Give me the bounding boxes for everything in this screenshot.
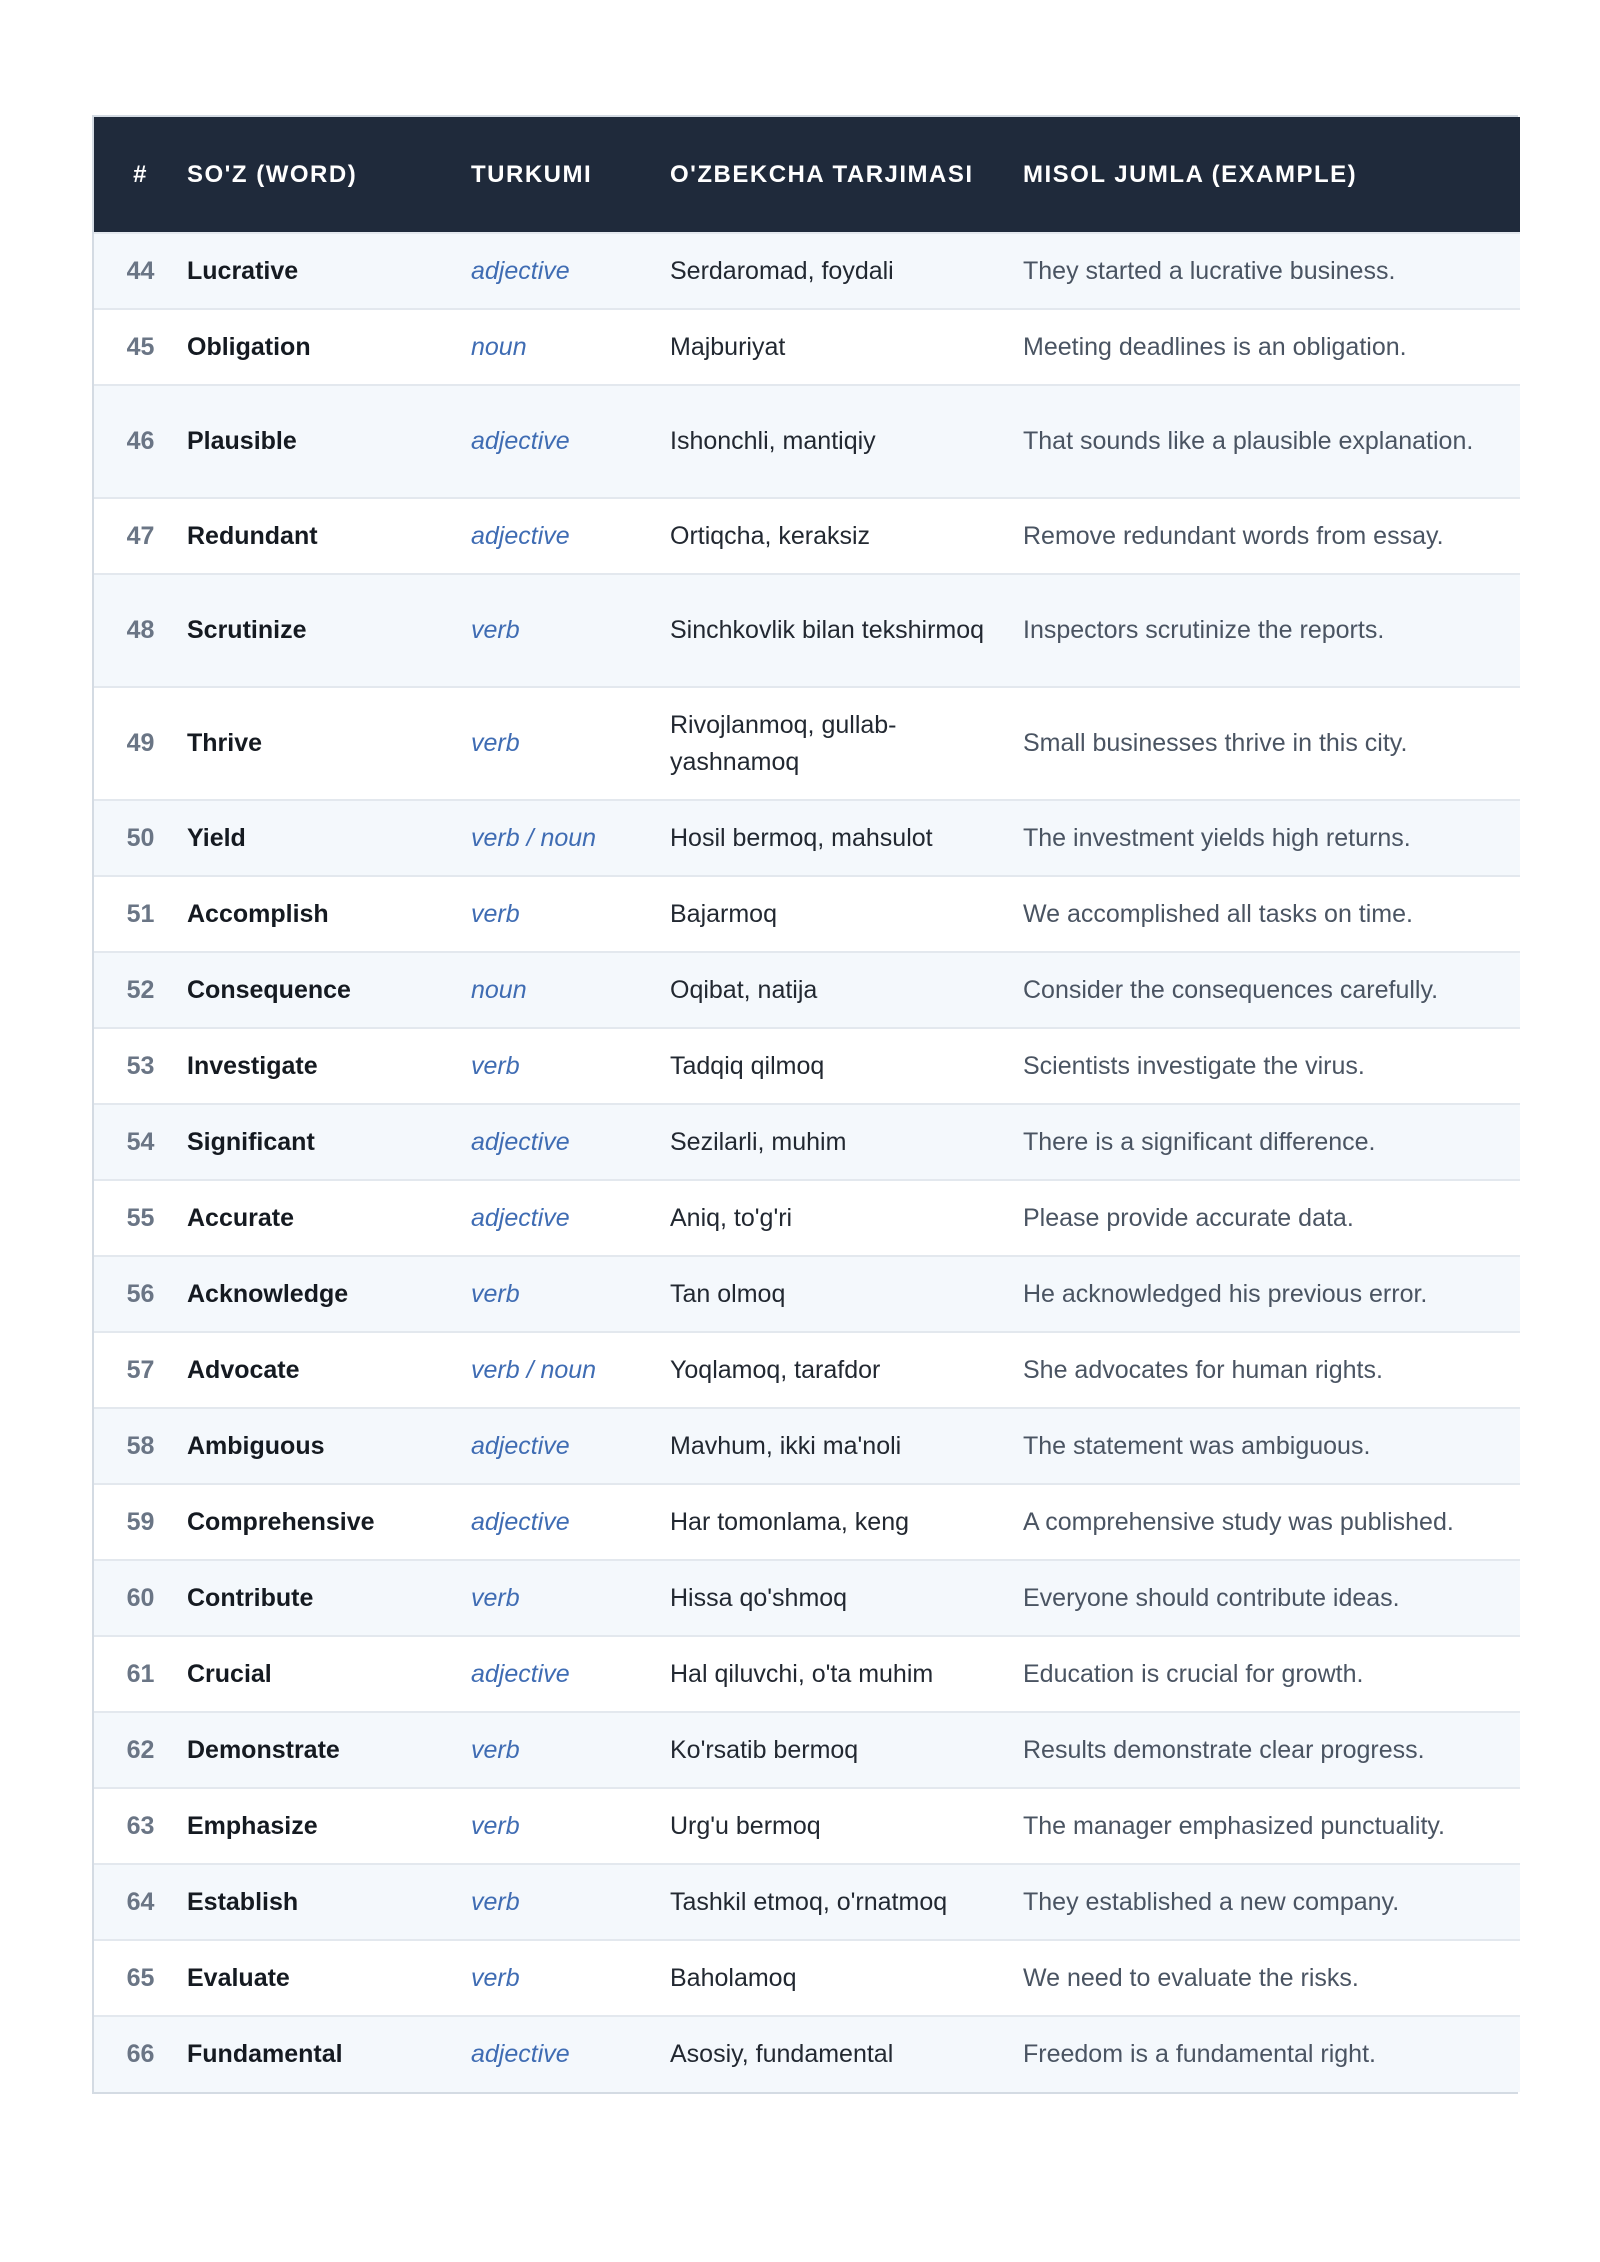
part-of-speech-cell: adjective (471, 1507, 570, 1536)
example-cell: Results demonstrate clear progress. (1023, 1735, 1425, 1764)
header-translation: O'ZBEKCHA TARJIMASI (670, 161, 974, 188)
example-cell: We need to evaluate the risks. (1023, 1963, 1359, 1992)
example-cell: Small businesses thrive in this city. (1023, 729, 1408, 757)
row-number: 65 (126, 1963, 155, 1992)
row-number: 45 (126, 332, 155, 361)
example-cell: We accomplished all tasks on time. (1023, 899, 1413, 928)
word-cell: Accomplish (187, 899, 329, 928)
example-cell: Freedom is a fundamental right. (1023, 2040, 1376, 2068)
part-of-speech-cell: verb (471, 1735, 520, 1764)
example-cell: She advocates for human rights. (1023, 1355, 1383, 1384)
header-row (94, 117, 1520, 233)
row-number: 66 (126, 2040, 155, 2068)
word-cell: Emphasize (187, 1811, 318, 1840)
translation-cell: Oqibat, natija (670, 975, 818, 1004)
table-row (94, 1864, 1520, 1940)
part-of-speech-cell: noun (471, 975, 527, 1004)
translation-cell: Ko'rsatib bermoq (670, 1735, 859, 1764)
row-number: 51 (126, 899, 155, 928)
translation-cell: Hal qiluvchi, o'ta muhim (670, 1659, 934, 1688)
part-of-speech-cell: verb (471, 899, 520, 928)
translation-cell: Tashkil etmoq, o'rnatmoq (670, 1887, 948, 1916)
translation-cell: Ortiqcha, keraksiz (670, 521, 871, 550)
translation-cell: Yoqlamoq, tarafdor (670, 1355, 881, 1384)
word-cell: Establish (187, 1887, 299, 1916)
table-header (94, 117, 1520, 233)
part-of-speech-cell: verb / noun (471, 823, 597, 852)
table-row (94, 1788, 1520, 1864)
row-number: 47 (126, 521, 155, 550)
word-cell: Demonstrate (187, 1735, 340, 1764)
part-of-speech-cell: adjective (471, 1659, 570, 1688)
row-number: 64 (126, 1887, 155, 1916)
example-cell: Consider the consequences carefully. (1023, 975, 1439, 1004)
table-row (94, 385, 1520, 498)
word-cell: Lucrative (187, 256, 299, 285)
table-row (94, 1408, 1520, 1484)
table-row (94, 1332, 1520, 1408)
word-cell: Investigate (187, 1051, 318, 1080)
word-cell: Redundant (187, 521, 318, 550)
example-cell: They started a lucrative business. (1023, 256, 1396, 285)
example-cell: Remove redundant words from essay. (1023, 521, 1444, 550)
table-row (94, 309, 1520, 385)
translation-cell: Asosiy, fundamental (670, 2040, 894, 2068)
row-number: 59 (126, 1507, 155, 1536)
table-row (94, 1636, 1520, 1712)
example-cell: Inspectors scrutinize the reports. (1023, 616, 1385, 644)
translation-cell: Sezilarli, muhim (670, 1127, 847, 1156)
translation-cell: Tadqiq qilmoq (670, 1051, 825, 1080)
example-cell: Meeting deadlines is an obligation. (1023, 332, 1407, 361)
part-of-speech-cell: adjective (471, 1431, 570, 1460)
example-cell: The manager emphasized punctuality. (1023, 1811, 1445, 1840)
row-number: 49 (126, 729, 155, 757)
word-cell: Thrive (187, 729, 263, 757)
word-cell: Comprehensive (187, 1507, 375, 1536)
word-cell: Evaluate (187, 1963, 290, 1992)
row-number: 62 (126, 1735, 155, 1764)
word-cell: Yield (187, 823, 246, 852)
part-of-speech-cell: noun (471, 332, 527, 361)
word-cell: Obligation (187, 332, 311, 361)
part-of-speech-cell: adjective (471, 521, 570, 550)
example-cell: Education is crucial for growth. (1023, 1659, 1364, 1688)
part-of-speech-cell: adjective (471, 1203, 570, 1232)
example-cell: He acknowledged his previous error. (1023, 1279, 1428, 1308)
translation-cell: Baholamoq (670, 1963, 797, 1992)
word-cell: Advocate (187, 1355, 300, 1384)
row-number: 52 (126, 975, 155, 1004)
table-row (94, 1712, 1520, 1788)
example-cell: The statement was ambiguous. (1023, 1431, 1371, 1460)
vocabulary-table (94, 117, 1520, 2092)
part-of-speech-cell: adjective (471, 256, 570, 285)
row-number: 63 (126, 1811, 155, 1840)
word-cell: Acknowledge (187, 1279, 349, 1308)
translation-cell: Aniq, to'g'ri (670, 1203, 793, 1232)
part-of-speech-cell: verb / noun (471, 1355, 597, 1384)
example-cell: Please provide accurate data. (1023, 1203, 1354, 1232)
table-row (94, 1560, 1520, 1636)
translation-cell: Sinchkovlik bilan tekshirmoq (670, 616, 985, 644)
table-row (94, 687, 1520, 800)
translation-cell: Har tomonlama, keng (670, 1507, 910, 1536)
table-row (94, 1256, 1520, 1332)
table-row (94, 574, 1520, 687)
row-number: 55 (126, 1203, 155, 1232)
translation-cell: Bajarmoq (670, 899, 777, 928)
translation-cell: Urg'u bermoq (670, 1811, 821, 1840)
part-of-speech-cell: adjective (471, 2040, 570, 2068)
translation-cell: Hosil bermoq, mahsulot (670, 823, 933, 852)
word-cell: Scrutinize (187, 616, 307, 644)
translation-cell: Hissa qo'shmoq (670, 1583, 848, 1612)
word-cell: Plausible (187, 427, 297, 455)
part-of-speech-cell: verb (471, 729, 520, 757)
row-number: 61 (126, 1659, 155, 1688)
row-number: 50 (126, 823, 155, 852)
table-row (94, 1180, 1520, 1256)
vocabulary-table-container (92, 115, 1518, 2094)
word-cell: Ambiguous (187, 1431, 325, 1460)
part-of-speech-cell: adjective (471, 1127, 570, 1156)
table-row (94, 1940, 1520, 2016)
translation-cell: Mavhum, ikki ma'noli (670, 1431, 902, 1460)
table-row (94, 800, 1520, 876)
row-number: 58 (126, 1431, 155, 1460)
header-number: # (133, 161, 148, 188)
word-cell: Significant (187, 1127, 315, 1156)
translation-cell: Rivojlanmoq, gullab-yashnamoq (670, 710, 897, 776)
table-row (94, 1104, 1520, 1180)
example-cell: The investment yields high returns. (1023, 823, 1411, 852)
translation-cell: Tan olmoq (670, 1279, 786, 1308)
row-number: 44 (126, 256, 155, 285)
example-cell: Scientists investigate the virus. (1023, 1051, 1365, 1080)
example-cell: Everyone should contribute ideas. (1023, 1583, 1400, 1612)
table-row (94, 2016, 1520, 2092)
example-cell: That sounds like a plausible explanation. (1023, 427, 1474, 455)
translation-cell: Majburiyat (670, 332, 786, 361)
table-body (94, 233, 1520, 2092)
translation-cell: Serdaromad, foydali (670, 256, 894, 285)
translation-cell: Ishonchli, mantiqiy (670, 427, 876, 455)
table-row (94, 1484, 1520, 1560)
row-number: 57 (126, 1355, 155, 1384)
example-cell: A comprehensive study was published. (1023, 1507, 1454, 1536)
table-row (94, 233, 1520, 309)
part-of-speech-cell: verb (471, 1279, 520, 1308)
word-cell: Accurate (187, 1203, 294, 1232)
table-row (94, 876, 1520, 952)
part-of-speech-cell: verb (471, 1887, 520, 1916)
part-of-speech-cell: verb (471, 1583, 520, 1612)
header-example: MISOL JUMLA (EXAMPLE) (1023, 161, 1358, 188)
word-cell: Crucial (187, 1659, 272, 1688)
part-of-speech-cell: verb (471, 1811, 520, 1840)
word-cell: Consequence (187, 975, 351, 1004)
table-row (94, 1028, 1520, 1104)
row-number: 54 (126, 1127, 155, 1156)
part-of-speech-cell: verb (471, 616, 520, 644)
part-of-speech-cell: verb (471, 1051, 520, 1080)
part-of-speech-cell: verb (471, 1963, 520, 1992)
table-row (94, 498, 1520, 574)
word-cell: Fundamental (187, 2040, 343, 2068)
row-number: 48 (126, 616, 155, 644)
row-number: 56 (126, 1279, 155, 1308)
row-number: 53 (126, 1051, 155, 1080)
example-cell: They established a new company. (1023, 1887, 1400, 1916)
header-part-of-speech: TURKUMI (471, 161, 593, 188)
table-row (94, 952, 1520, 1028)
header-word: SO'Z (WORD) (187, 161, 358, 188)
part-of-speech-cell: adjective (471, 427, 570, 455)
word-cell: Contribute (187, 1583, 314, 1612)
row-number: 60 (126, 1583, 155, 1612)
example-cell: There is a significant difference. (1023, 1127, 1376, 1156)
row-number: 46 (126, 427, 155, 455)
